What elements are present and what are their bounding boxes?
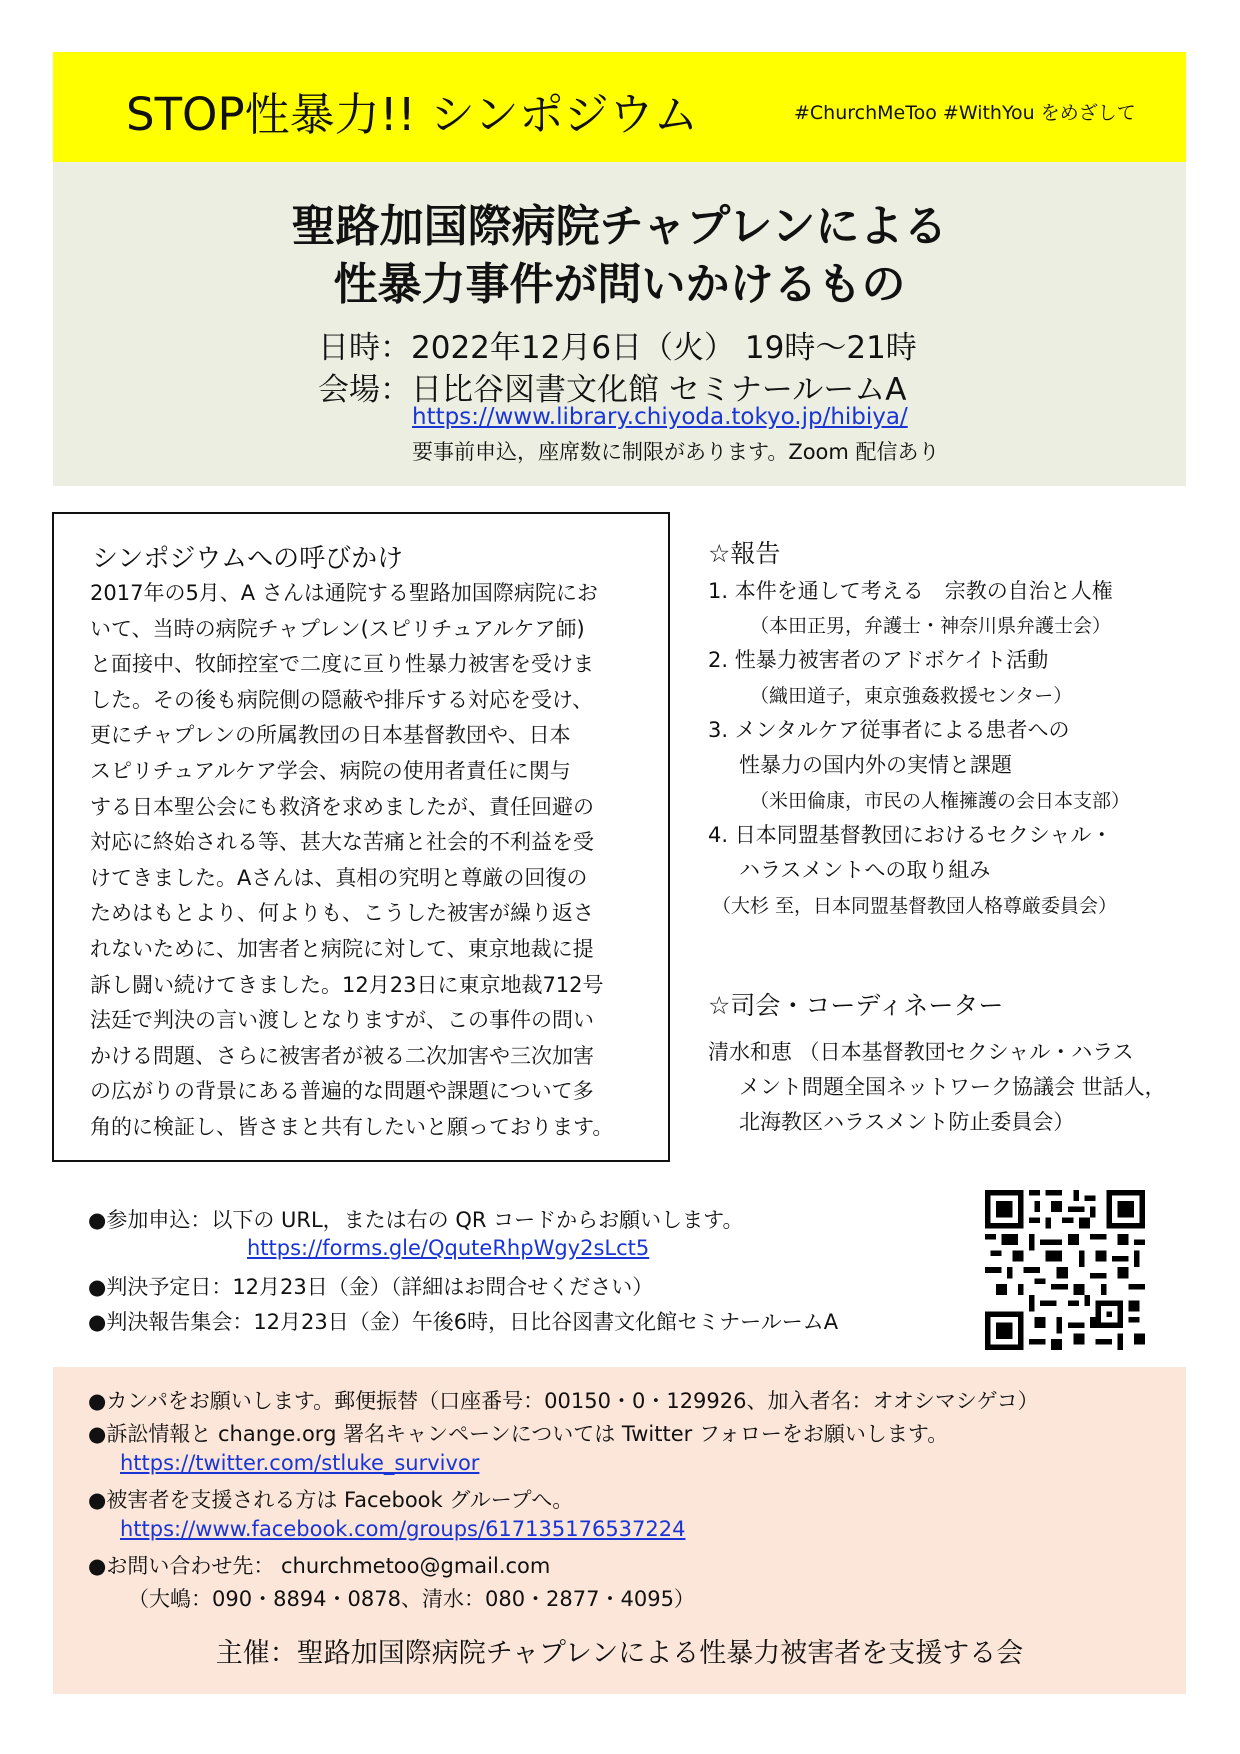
call-line: いて、当時の病院チャプレン(スピリチュアルケア師)	[90, 616, 585, 641]
call-line: スピリチュアルケア学会、病院の使用者責任に関与	[90, 758, 571, 783]
form-link[interactable]: https://forms.gle/QquteRhpWgy2sLct5	[247, 1236, 650, 1260]
call-line: 更にチャプレンの所属教団の日本基督教団や、日本	[90, 723, 571, 748]
contact-phones: （大嶋：090・8894・0878、清水：080・2877・4095）	[128, 1587, 695, 1611]
mc-line-1: 清水和恵 （日本基督教団セクシャル・ハラス	[708, 1040, 1134, 1064]
call-line: けてきました。Aさんは、真相の究明と尊厳の回復の	[90, 865, 588, 890]
call-line: する日本聖公会にも救済を求めましたが、責任回避の	[90, 794, 594, 819]
report-2-speaker: （織田道子，東京強姦救援センター）	[750, 685, 1073, 707]
report-1-speaker: （本田正男，弁護士・神奈川県弁護士会）	[750, 615, 1112, 637]
report-3-speaker: （米田倫康，市民の人権擁護の会日本支部）	[750, 790, 1131, 812]
registration-notice: 要事前申込，座席数に制限があります。Zoom 配信あり	[412, 440, 940, 464]
donation-info: ●カンパをお願いします。郵便振替（口座番号：00150・0・129926、加入者名：オオシマシゲコ）	[88, 1389, 1039, 1413]
qr-code-icon[interactable]	[985, 1190, 1145, 1350]
call-line: 対応に終始される等、甚大な苦痛と社会的不利益を受	[90, 830, 594, 855]
facebook-link[interactable]: https://www.facebook.com/groups/617135176537224	[120, 1517, 686, 1541]
facebook-info: ●被害者を支援される方は Facebook グループへ。	[88, 1488, 574, 1512]
contact-email: ●お問い合わせ先： churchmetoo@gmail.com	[88, 1554, 551, 1578]
twitter-info: ●訴訟情報と change.org 署名キャンペーンについては Twitter フォローをお願いします。	[88, 1422, 949, 1446]
call-line: ためはもとより、何よりも、こうした被害が繰り返さ	[90, 901, 594, 926]
apply-info: ●参加申込：以下の URL，または右の QR コードからお願いします。	[88, 1208, 744, 1232]
contact-panel	[53, 1367, 1186, 1694]
event-venue: 会場：日比谷図書文化館 セミナールームA	[318, 372, 907, 408]
report-4-title: 4. 日本同盟基督教団におけるセクシャル・	[708, 823, 1113, 847]
call-line: の広がりの背景にある普遍的な問題や課題について多	[90, 1079, 594, 1104]
call-line: れないために、加害者と病院に対して、東京地裁に提	[90, 936, 594, 961]
title-panel	[53, 162, 1186, 486]
hashtag-tagline: #ChurchMeToo #WithYou をめざして	[794, 102, 1136, 124]
library-link[interactable]: https://www.library.chiyoda.tokyo.jp/hibiya/	[412, 404, 908, 430]
symposium-call-box	[52, 512, 670, 1162]
event-date: 日時：2022年12月6日（火） 19時～21時	[318, 330, 917, 366]
header-banner	[53, 52, 1186, 162]
call-line: と面接中、牧師控室で二度に亘り性暴力被害を受けま	[90, 652, 594, 677]
call-line: 法廷で判決の言い渡しとなりますが、この事件の問い	[90, 1008, 594, 1033]
report-4-speaker: （大杉 至，日本同盟基督教団人格尊厳委員会）	[712, 895, 1118, 917]
call-line: かける問題、さらに被害者が被る二次加害や三次加害	[90, 1043, 594, 1068]
call-line: 2017年の5月、A さんは通院する聖路加国際病院にお	[90, 581, 598, 605]
call-line: 訴し闘い続けてきました。12月23日に東京地裁712号	[90, 972, 604, 997]
report-4-title-cont: ハラスメントへの取り組み	[739, 858, 991, 882]
mc-heading: ☆司会・コーディネーター	[708, 991, 1004, 1020]
organizer: 主催：聖路加国際病院チャプレンによる性暴力被害者を支援する会	[215, 1638, 1024, 1669]
mc-line-3: 北海教区ハラスメント防止委員会）	[739, 1110, 1075, 1134]
call-body	[90, 576, 650, 1146]
report-1-title: 1. 本件を通して考える 宗教の自治と人権	[708, 579, 1113, 603]
twitter-link[interactable]: https://twitter.com/stluke_survivor	[120, 1451, 480, 1475]
event-title: STOP性暴力!! シンポジウム	[126, 88, 699, 141]
report-2-title: 2. 性暴力被害者のアドボケイト活動	[708, 648, 1049, 672]
call-line: した。その後も病院側の隠蔽や排斥する対応を受け、	[90, 687, 594, 712]
mc-line-2: メント問題全国ネットワーク協議会 世話人，	[739, 1075, 1166, 1099]
reports-heading: ☆報告	[708, 539, 781, 568]
report-meeting: ●判決報告集会：12月23日（金）午後6時，日比谷図書文化館セミナールームA	[88, 1310, 839, 1334]
call-line: 角的に検証し、皆さまと共有したいと願っております。	[90, 1114, 614, 1139]
main-title-line-1: 聖路加国際病院チャプレンによる	[291, 201, 948, 252]
main-title-line-2: 性暴力事件が問いかけるもの	[333, 259, 906, 310]
call-heading: シンポジウムへの呼びかけ	[92, 544, 404, 574]
verdict-date: ●判決予定日：12月23日（金）（詳細はお問合せください）	[88, 1275, 654, 1299]
report-3-title-cont: 性暴力の国内外の実情と課題	[739, 753, 1012, 777]
report-3-title: 3. メンタルケア従事者による患者への	[708, 718, 1070, 742]
